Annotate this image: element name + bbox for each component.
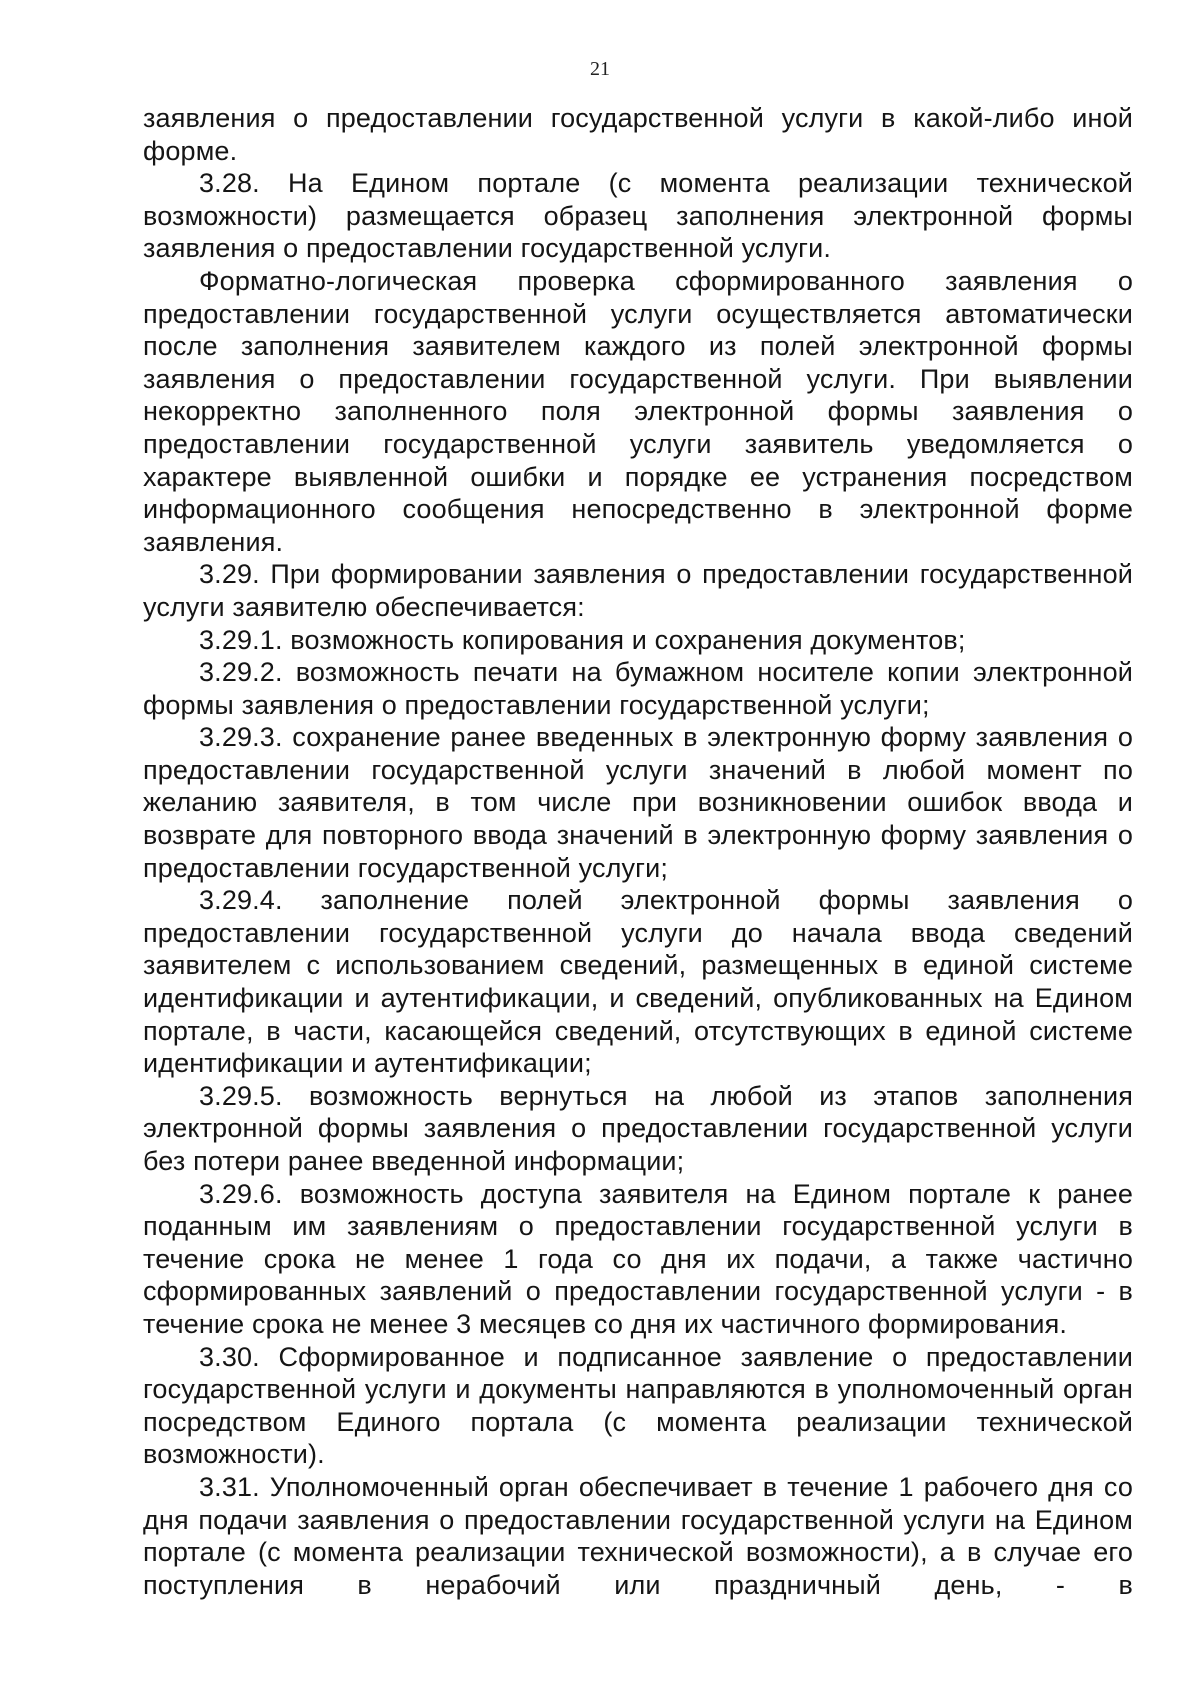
paragraph-3-29-2: 3.29.2. возможность печати на бумажном носителе копии электронной формы заявления о предоставлении государственной услуги; [143, 657, 1133, 720]
paragraph-3-29-6: 3.29.6. возможность доступа заявителя на Едином портале к ранее поданным им заявлениям о предоставлении государственной услуги в течение срока не менее 1 года со дня их подачи, а также частично сформированных заявлений о предоставлении государственной услуги - в течение срока не менее 3 месяцев со дня их частичного формирования. [143, 1178, 1133, 1339]
paragraph-3-30: 3.30. Сформированное и подписанное заявление о предоставлении государственной услуги и документы направляются в уполномоченный орган посредством Единого портала (с момента реализации технической возможности). [143, 1341, 1133, 1470]
paragraph-3-29-5: 3.29.5. возможность вернуться на любой из этапов заполнения электронной формы заявления о предоставлении государственной услуги без потери ранее введенной информации; [143, 1080, 1133, 1176]
paragraph-format-check: Форматно-логическая проверка сформированного заявления о предоставлении государственной услуги осуществляется автоматически после заполнения заявителем каждого из полей электронной формы заявления о предоставлении государственной услуги. При выявлении некорректно заполненного поля электронной формы заявления о предоставлении государственной услуги заявитель уведомляется о характере выявленной ошибки и порядке ее устранения посредством информационного сообщения непосредственно в электронной форме заявления. [143, 265, 1133, 557]
paragraph-continuation: заявления о предоставлении государственной услуги в какой-либо иной форме. [143, 103, 1133, 166]
paragraph-3-29-3: 3.29.3. сохранение ранее введенных в электронную форму заявления о предоставлении государственной услуги значений в любой момент по желанию заявителя, в том числе при возникновении ошибок ввода и возврате для повторного ввода значений в электронную форму заявления о предоставлении государственной услуги; [143, 722, 1133, 883]
paragraph-3-28: 3.28. На Едином портале (с момента реализации технической возможности) размещается образец заполнения электронной формы заявления о предоставлении государственной услуги. [143, 168, 1133, 264]
page-body [143, 102, 1133, 1601]
paragraph-3-29-4: 3.29.4. заполнение полей электронной формы заявления о предоставлении государственной услуги до начала ввода сведений заявителем с использованием сведений, размещенных в единой системе идентификации и аутентификации, и сведений, опубликованных на Едином портале, в части, касающейся сведений, отсутствующих в единой системе идентификации и аутентификации; [143, 885, 1133, 1079]
page-number: 21 [590, 58, 610, 80]
paragraph-3-29-1: 3.29.1. возможность копирования и сохранения документов; [199, 624, 966, 655]
paragraph-3-29: 3.29. При формировании заявления о предоставлении государственной услуги заявителю обеспечивается: [143, 559, 1133, 622]
paragraph-3-31: 3.31. Уполномоченный орган обеспечивает в течение 1 рабочего дня со дня подачи заявления о предоставлении государственной услуги на Едином портале (с момента реализации технической возможности), а в случае его поступления в нерабочий или праздничный день, - в [143, 1471, 1133, 1600]
